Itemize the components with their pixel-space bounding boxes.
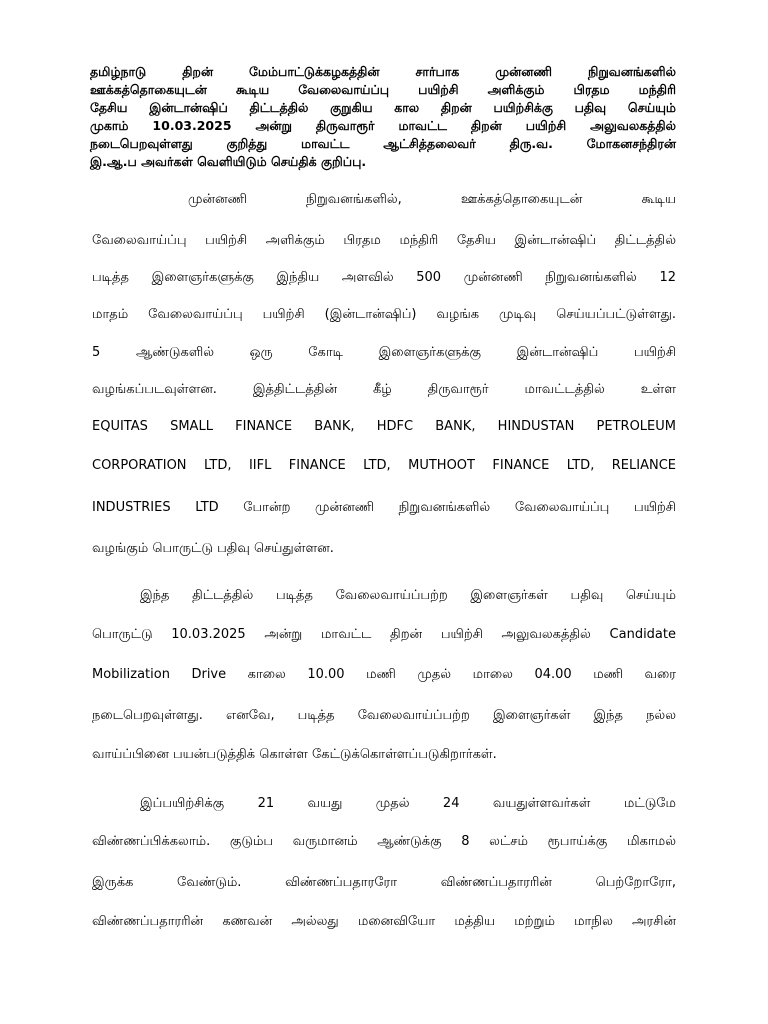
body-line: Mobilization Drive காலை 10.00 மணி முதல் மாலை 04.00 மணி வரை [92, 667, 676, 682]
heading-line: நடைபெறவுள்ளது குறித்து மாவட்ட ஆட்சித்தலைவர் திரு.வ. மோகனசந்திரன் [90, 136, 676, 151]
body-line: வேலைவாய்ப்பு பயிற்சி அளிக்கும் பிரதம மந்திரி தேசிய இன்டான்ஷிப் திட்டத்தில் [92, 233, 676, 248]
body-line: CORPORATION LTD, IIFL FINANCE LTD, MUTHOOT FINANCE LTD, RELIANCE [92, 458, 676, 473]
body-line: முன்னணி நிறுவனங்களில், ஊக்கத்தொகையுடன் கூடிய [188, 192, 676, 207]
heading-line: தேசிய இன்டான்ஷிப் திட்டத்தில் குறுகிய கால திறன் பயிற்சிக்கு பதிவு செய்யும் [90, 100, 676, 115]
body-line: விண்ணப்பிக்கலாம். குடும்ப வருமானம் ஆண்டுக்கு 8 லட்சம் ரூபாய்க்கு மிகாமல் [92, 834, 676, 849]
body-line: வழங்கப்படவுள்ளன. இத்திட்டத்தின் கீழ் திருவாரூர் மாவட்டத்தில் உள்ள [92, 382, 676, 397]
body-line: வழங்கும் பொருட்டு பதிவு செய்துள்ளன. [92, 541, 334, 556]
body-line: வாய்ப்பினை பயன்படுத்திக் கொள்ள கேட்டுக்கொள்ளப்படுகிறார்கள். [92, 747, 497, 762]
heading-line: தமிழ்நாடு திறன் மேம்பாட்டுக்கழகத்தின் சார்பாக முன்னணி நிறுவனங்களில் [90, 64, 676, 79]
body-line: இப்பயிற்சிக்கு 21 வயது முதல் 24 வயதுள்ளவர்கள் மட்டுமே [140, 796, 676, 811]
body-line: விண்ணப்பதாரரின் கணவன் அல்லது மனைவியோ மத்திய மற்றும் மாநில அரசின் [92, 914, 676, 929]
heading-line: இ.ஆ.ப அவர்கள் வெளியிடும் செய்திக் குறிப்பு. [90, 154, 367, 169]
body-line: EQUITAS SMALL FINANCE BANK, HDFC BANK, HINDUSTAN PETROLEUM [92, 419, 676, 434]
heading-line: முகாம் 10.03.2025 அன்று திருவாரூர் மாவட்ட திறன் பயிற்சி அலுவலகத்தில் [90, 118, 676, 133]
body-line: இந்த திட்டத்தில் படித்த வேலைவாய்ப்பற்ற இளைஞர்கள் பதிவு செய்யும் [140, 588, 676, 603]
heading-line: ஊக்கத்தொகையுடன் கூடிய வேலைவாய்ப்பு பயிற்சி அளிக்கும் பிரதம மந்திரி [90, 82, 676, 97]
body-line: நடைபெறவுள்ளது. எனவே, படித்த வேலைவாய்ப்பற்ற இளைஞர்கள் இந்த நல்ல [92, 708, 676, 723]
body-line: இருக்க வேண்டும். விண்ணப்பதாரரோ விண்ணப்பதாரரின் பெற்றோரோ, [92, 875, 676, 890]
body-line: INDUSTRIES LTD போன்ற முன்னணி நிறுவனங்களில் வேலைவாய்ப்பு பயிற்சி [92, 500, 676, 515]
body-line: பொருட்டு 10.03.2025 அன்று மாவட்ட திறன் பயிற்சி அலுவலகத்தில் Candidate [92, 627, 676, 642]
body-line: 5 ஆண்டுகளில் ஒரு கோடி இளைஞர்களுக்கு இன்டான்ஷிப் பயிற்சி [92, 345, 676, 360]
body-line: படித்த இளைஞர்களுக்கு இந்திய அளவில் 500 முன்னணி நிறுவனங்களில் 12 [92, 270, 676, 285]
body-line: மாதம் வேலைவாய்ப்பு பயிற்சி (இன்டான்ஷிப்) வழங்க முடிவு செய்யப்பட்டுள்ளது. [92, 307, 676, 322]
